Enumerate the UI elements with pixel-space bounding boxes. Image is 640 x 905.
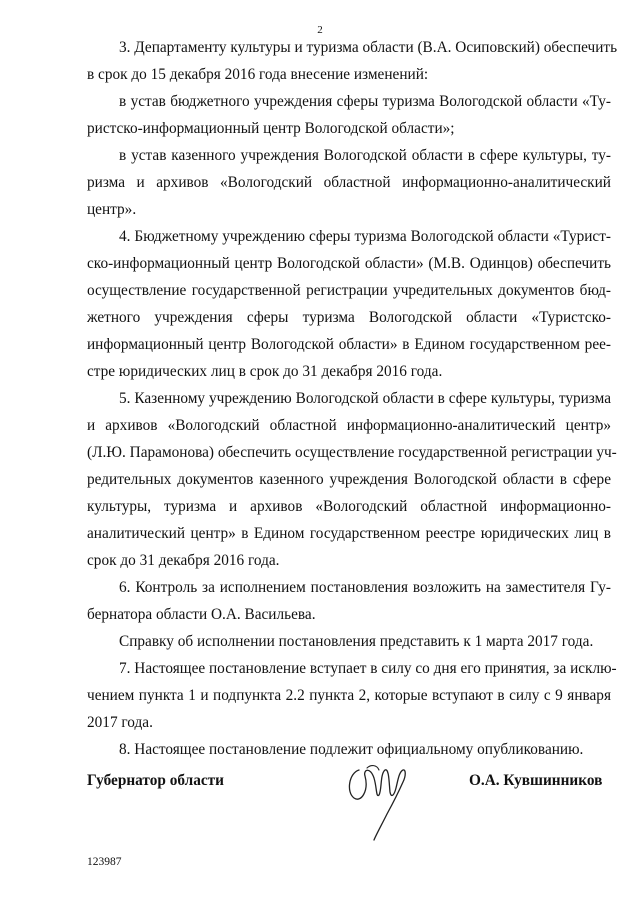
text-line: редительных документов казенного учреждения Вологодской области в сфере xyxy=(87,471,611,488)
text-line: жетного учреждения сферы туризма Вологодской области «Туристско- xyxy=(87,309,611,326)
text-line: срок до 31 декабря 2016 года. xyxy=(87,552,280,569)
text-line: чением пункта 1 и подпункта 2.2 пункта 2, которые вступают в силу с 9 января xyxy=(87,687,611,704)
document-code: 123987 xyxy=(87,856,122,868)
text-line: 5. Казенному учреждению Вологодской области в сфере культуры, туризма xyxy=(119,390,611,407)
text-line: Справку об исполнении постановления представить к 1 марта 2017 года. xyxy=(119,633,594,650)
text-line: (Л.Ю. Парамонова) обеспечить осуществление государственной регистрации уч- xyxy=(87,444,617,461)
text-line: 2017 года. xyxy=(87,714,153,731)
text-line: 4. Бюджетному учреждению сферы туризма Вологодской области «Турист- xyxy=(119,228,611,245)
text-line: ско-информационный центр Вологодской области» (М.В. Одинцов) обеспечить xyxy=(87,255,611,272)
text-line: в срок до 15 декабря 2016 года внесение изменений: xyxy=(87,66,429,83)
signatory-name: О.А. Кувшинников xyxy=(469,772,603,789)
signature-image xyxy=(343,748,413,844)
text-line: 3. Департаменту культуры и туризма области (В.А. Осиповский) обеспечить xyxy=(119,39,618,56)
text-line: 7. Настоящее постановление вступает в силу со дня его принятия, за исклю- xyxy=(119,660,617,677)
signatory-title: Губернатор области xyxy=(87,772,224,789)
text-line: центр». xyxy=(87,201,137,218)
page-number: 2 xyxy=(317,24,323,36)
text-line: ризма и архивов «Вологодский областной информационно-аналитический xyxy=(87,174,611,191)
text-line: стре юридических лиц в срок до 31 декабря 2016 года. xyxy=(87,363,443,380)
text-line: в устав казенного учреждения Вологодской области в сфере культуры, ту- xyxy=(119,147,611,164)
text-line: аналитический центр» в Едином государственном реестре юридических лиц в xyxy=(87,525,611,542)
text-line: и архивов «Вологодский областной информационно-аналитический центр» xyxy=(87,417,611,434)
text-line: 8. Настоящее постановление подлежит официальному опубликованию. xyxy=(119,741,584,758)
text-line: информационный центр Вологодской области» в Едином государственном рее- xyxy=(87,336,611,353)
text-line: бернатора области О.А. Васильева. xyxy=(87,606,316,623)
text-line: осуществление государственной регистрации учредительных документов бюд- xyxy=(87,282,611,299)
text-line: ристско-информационный центр Вологодской области»; xyxy=(87,120,455,137)
text-line: 6. Контроль за исполнением постановления возложить на заместителя Гу- xyxy=(119,579,611,596)
text-line: культуры, туризма и архивов «Вологодский областной информационно- xyxy=(87,498,611,515)
text-line: в устав бюджетного учреждения сферы туризма Вологодской области «Ту- xyxy=(119,93,611,110)
